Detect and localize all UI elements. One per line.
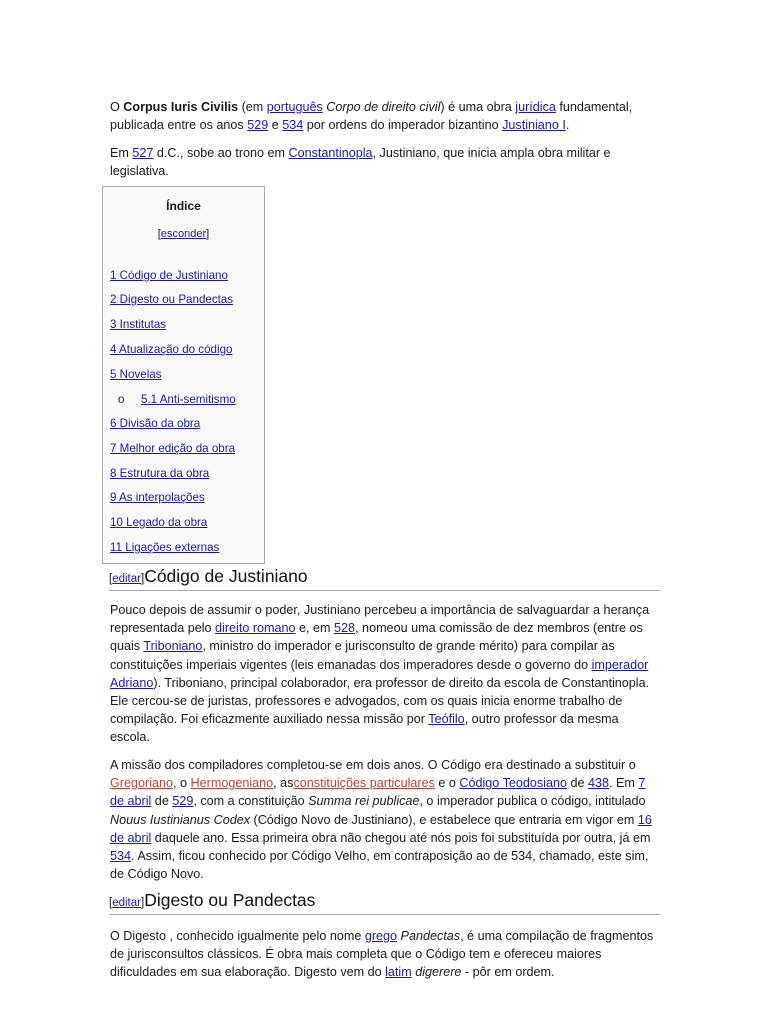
toc-item-11[interactable]: 11 Ligações externas [110,541,220,554]
toc-hide-control: [esconder] [157,228,210,240]
section2-paragraph-1: O Digesto , conhecido igualmente pelo nome grego Pandectas, é uma compilação de fragmentos de jurisconsultos clássicos. É obra mais completa que o Código tem e ofereceu maiores dificuldades em sua elaboração. Digesto vem do latim digerere - pôr em ordem. [110,929,654,980]
link-534[interactable]: 534 [110,849,132,864]
link-juridica[interactable]: jurídica [515,100,556,114]
table-of-contents [102,186,265,564]
section-title: Digesto ou Pandectas [144,890,316,910]
section-heading-digesto [109,890,660,915]
toc-item-5-1[interactable]: 5.1 Anti-semitismo [141,393,236,406]
link-529[interactable]: 529 [247,118,269,133]
link-imperador-adriano[interactable]: imperador Adriano [110,657,649,690]
link-16-de-abril[interactable]: 16 de abril [110,812,652,845]
link-constituicoes-particulares[interactable]: constituições particulares [293,776,435,791]
link-codigo-teodosiano[interactable]: Código Teodosiano [459,776,567,791]
edit-section-link[interactable]: editar [112,573,141,585]
link-hermogeniano[interactable]: Hermogeniano [190,776,274,791]
edit-section-control: [editar] [109,897,145,909]
link-438[interactable]: 438 [588,776,610,791]
link-teofilo[interactable]: Teófilo [428,712,465,727]
toc-subitem-5-1 [118,393,236,406]
section1-paragraph-2: A missão dos compiladores completou-se em dois anos. O Código era destinado a substituir o Gregoriano, o Hermogeniano, asconstituições particulares e o Código Teodosiano de 438. Em 7 de abril de 529, com a constituição Summa rei publicae, o imperador publica o código, intitulado Nouus Iustinianus Codex (Código Novo de Justiniano), e estabelece que entraria em vigor em 16 de abril daquele ano. Essa primeira obra não chegou até nós pois foi substituída por outra, já em 534. Assim, ficou conhecido por Código Velho, em contraposição ao de 534, chamado, este sim, de Código Novo. [110,758,652,882]
toc-item-2[interactable]: 2 Digesto ou Pandectas [110,293,234,306]
article-title-bold: Corpus Iuris Civilis [123,100,239,114]
link-528[interactable]: 528 [334,621,356,636]
section-heading-codigo [109,566,660,591]
toc-item-4[interactable]: 4 Atualização do código [110,343,233,356]
link-portugues[interactable]: português [266,100,323,114]
toc-item-6[interactable]: 6 Divisão da obra [110,417,201,430]
link-grego[interactable]: grego [364,929,398,943]
edit-section-control: [editar] [109,573,145,585]
link-7-de-abril[interactable]: 7 de abril [110,776,646,809]
edit-section-link[interactable]: editar [112,897,141,909]
link-justiniano[interactable]: Justiniano I [502,118,566,133]
section-title: Código de Justiniano [144,566,308,586]
toc-hide-link[interactable]: esconder [160,228,207,240]
link-latim[interactable]: latim [385,965,412,980]
intro-paragraph-2: Em 527 d.C., sobe ao trono em Constantinopla, Justiniano, que inicia ampla obra militar e legislativa. [110,146,611,179]
link-constantinopla[interactable]: Constantinopla [288,146,373,160]
toc-item-9[interactable]: 9 As interpolações [110,491,205,504]
link-direito-romano[interactable]: direito romano [215,621,296,636]
link-534[interactable]: 534 [282,118,304,133]
toc-item-7[interactable]: 7 Melhor edição da obra [110,442,236,455]
section1-paragraph-1: Pouco depois de assumir o poder, Justiniano percebeu a importância de salvaguardar a herança representada pelo direito romano e, em 528, nomeou uma comissão de dez membros (entre os quais Triboniano, ministro do imperador e jurisconsulto de grande mérito) para compilar as constituições imperiais vigentes (leis emanadas dos imperadores desde o governo do imperador Adriano). Triboniano, principal colaborador, era professor de direito da escola de Constantinopla. Ele cercou-se de juristas, professores e advogados, com os quais inicia enorme trabalho de compilação. Foi eficazmente auxiliado nessa missão por Teófilo, outro professor da mesma escola. [110,603,650,745]
link-triboniano[interactable]: Triboniano [143,639,203,654]
toc-item-1[interactable]: 1 Código de Justiniano [110,269,228,282]
link-527[interactable]: 527 [132,146,154,160]
toc-item-3[interactable]: 3 Institutas [110,318,167,331]
toc-title: Índice [166,199,201,213]
toc-item-8[interactable]: 8 Estrutura da obra [110,467,210,480]
link-gregoriano[interactable]: Gregoriano [110,776,174,791]
toc-item-5[interactable]: 5 Novelas [110,368,162,381]
link-529[interactable]: 529 [172,794,194,809]
intro-paragraph-1: O Corpus Iuris Civilis (em português Corpo de direito civil) é uma obra jurídica fundamental, publicada entre os anos 529 e 534 por ordens do imperador bizantino Justiniano I. [110,100,633,133]
toc-item-10[interactable]: 10 Legado da obra [110,516,208,529]
toc-sub-bullet: o [118,393,125,406]
